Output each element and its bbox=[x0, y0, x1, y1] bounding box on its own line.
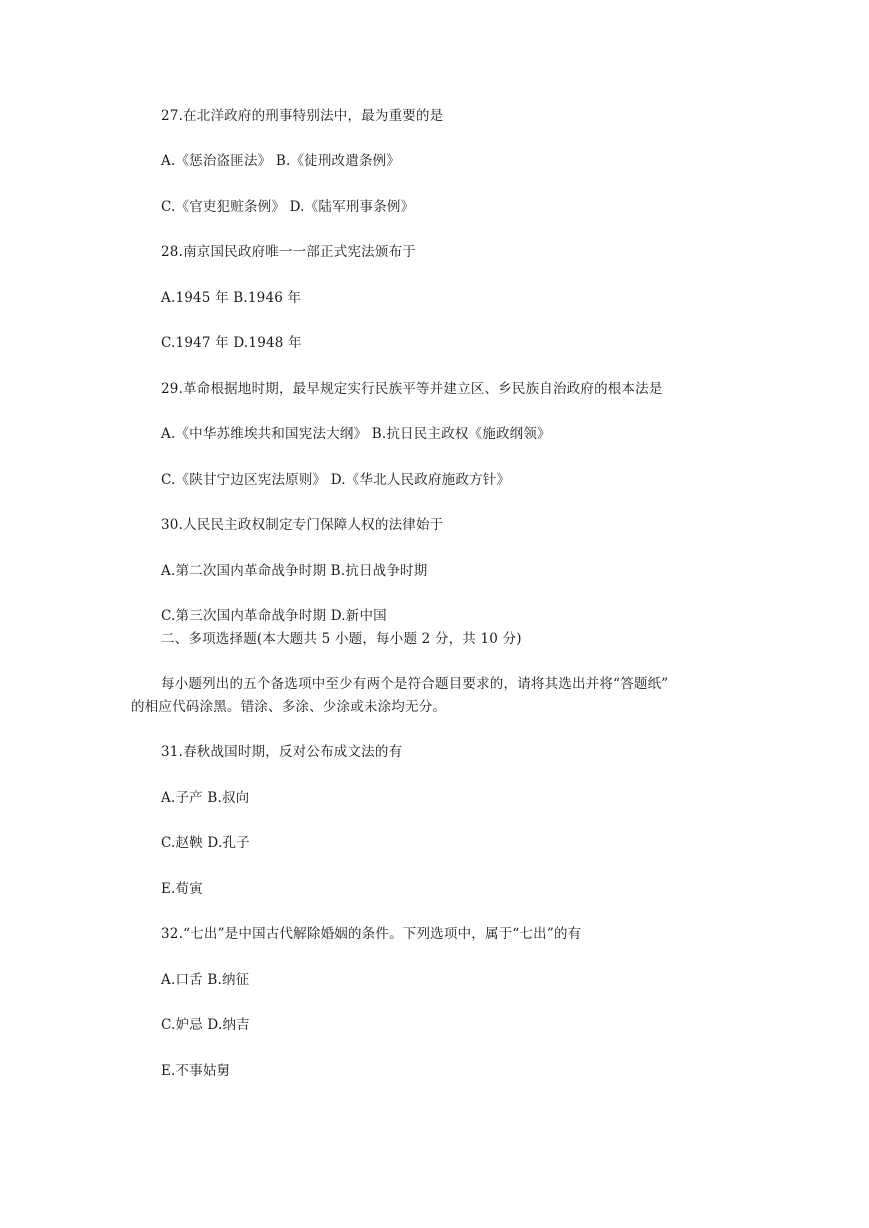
question-30-options-cd: C.第三次国内革命战争时期 D.新中国 bbox=[161, 608, 387, 624]
question-27-stem: 27.在北洋政府的刑事特别法中，最为重要的是 bbox=[161, 108, 444, 124]
question-27-options-cd: C.《官吏犯赃条例》 D.《陆军刑事条例》 bbox=[161, 199, 415, 215]
question-29-options-ab: A.《中华苏维埃共和国宪法大纲》 B.抗日民主政权《施政纲领》 bbox=[161, 426, 551, 442]
question-30-stem: 30.人民民主政权制定专门保障人权的法律始于 bbox=[161, 517, 444, 533]
question-29-options-cd: C.《陕甘宁边区宪法原则》 D.《华北人民政府施政方针》 bbox=[161, 472, 511, 488]
question-32-option-e: E.不事姑舅 bbox=[161, 1063, 231, 1079]
section-instructions-line-2: 的相应代码涂黑。错涂、多涂、少涂或未涂均无分。 bbox=[131, 699, 447, 715]
section-heading-multiple-choice: 二、多项选择题(本大题共 5 小题，每小题 2 分，共 10 分) bbox=[161, 631, 522, 647]
question-28-options-ab: A.1945 年 B.1946 年 bbox=[161, 290, 302, 306]
question-31-stem: 31.春秋战国时期，反对公布成文法的有 bbox=[161, 744, 403, 760]
section-instructions-line-1: 每小题列出的五个备选项中至少有两个是符合题目要求的，请将其选出并将“答题纸” bbox=[161, 676, 669, 692]
question-28-options-cd: C.1947 年 D.1948 年 bbox=[161, 335, 302, 351]
question-27-options-ab: A.《惩治盗匪法》 B.《徒刑改遣条例》 bbox=[161, 153, 401, 169]
question-28-stem: 28.南京国民政府唯一一部正式宪法颁布于 bbox=[161, 244, 416, 260]
question-31-options-ab: A.子产 B.叔向 bbox=[161, 790, 250, 806]
question-32-stem: 32.“七出”是中国古代解除婚姻的条件。下列选项中，属于“七出”的有 bbox=[161, 926, 582, 942]
question-30-options-ab: A.第二次国内革命战争时期 B.抗日战争时期 bbox=[161, 563, 428, 579]
question-31-options-cd: C.赵鞅 D.孔子 bbox=[161, 835, 250, 851]
question-32-options-ab: A.口舌 B.纳征 bbox=[161, 972, 250, 988]
question-32-options-cd: C.妒忌 D.纳吉 bbox=[161, 1017, 250, 1033]
question-31-option-e: E.荀寅 bbox=[161, 881, 203, 897]
question-29-stem: 29.革命根据地时期，最早规定实行民族平等并建立区、乡民族自治政府的根本法是 bbox=[161, 381, 663, 397]
